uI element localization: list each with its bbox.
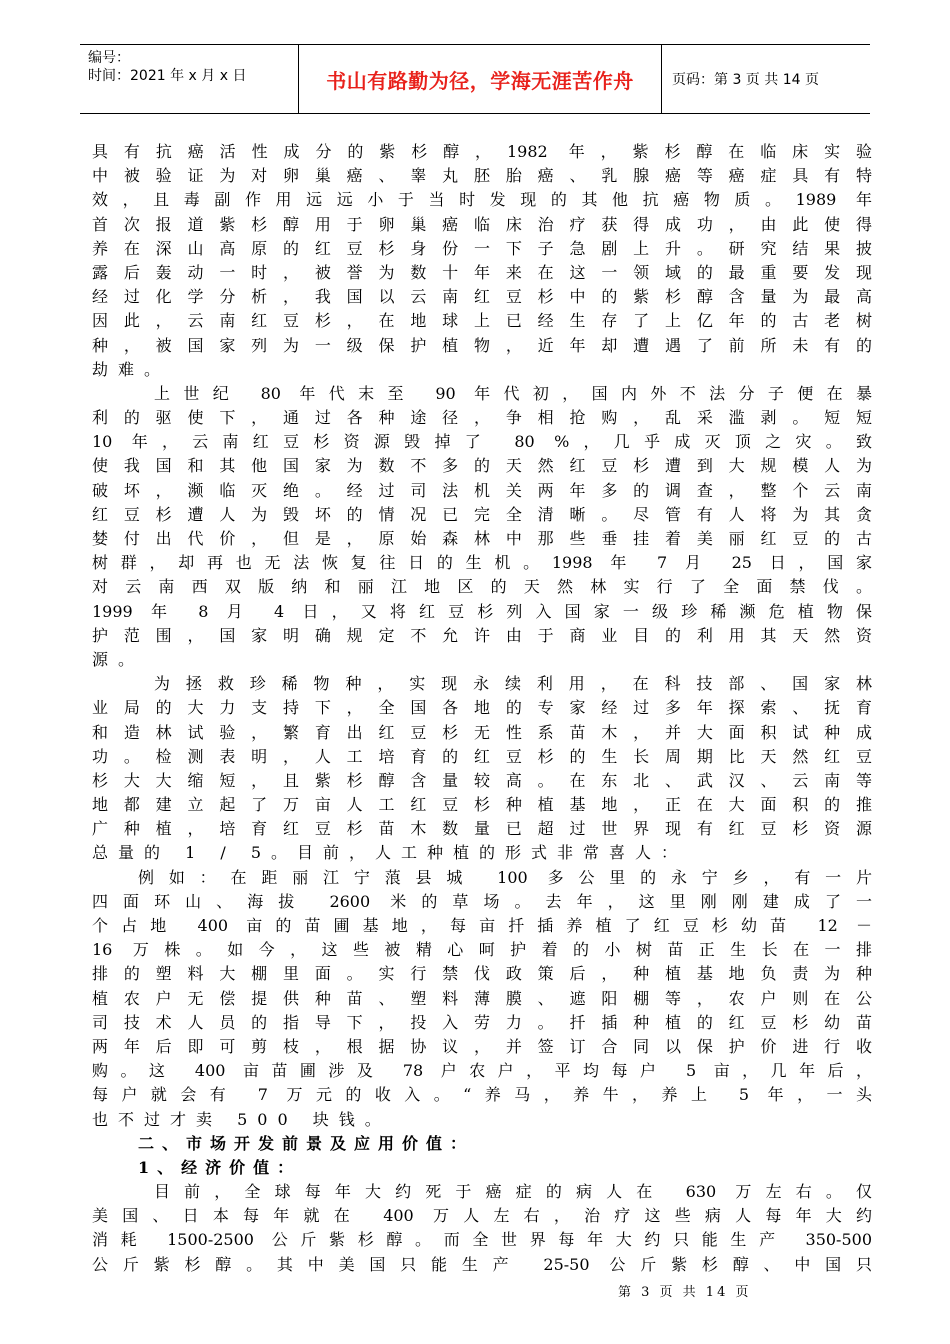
text-line: 美国、日本每年就在 400 万人左右，治疗这些病人每年大约 [92, 1206, 872, 1226]
text-line: 对云南西双版纳和丽江地区的天然林实行了全面禁伐。 [92, 577, 872, 597]
header-page-info: 页码：第 3 页 共 14 页 [662, 45, 871, 114]
header-meta [80, 45, 299, 114]
page-footer: 第 3 页 共 14 页 [618, 1285, 752, 1300]
text-line: 红豆杉遭人为毁坏的情况已完全清晰。尽管有人将为其贪 [92, 504, 872, 524]
text-line: 中被验证为对卵巢癌、睾丸胚胎癌、乳腺癌等癌症具有特 [92, 166, 872, 186]
text-line: 例如：在距丽江宁蒗县城 100 多公里的永宁乡，有一片 [138, 867, 872, 887]
text-line: 公斤紫杉醇。其中美国只能生产 25-50 公斤紫杉醇、中国只 [92, 1254, 872, 1274]
text-line: 护范围，国家明确规定不允许由于商业目的利用其天然资 [92, 625, 872, 645]
section-heading: 二、市场开发前景及应用价值： [138, 1133, 475, 1153]
text-line: 个占地 400 亩的苗圃基地，每亩扦插养植了红豆杉幼苗 12 － [92, 916, 872, 935]
text-line: 购。这 400 亩苗圃涉及 78 户农户，平均每户 5 亩，几年后， [92, 1061, 872, 1081]
text-line: 业局的大力支持下，全国各地的专家经过多年探索、抚育 [92, 698, 872, 718]
text-line: 树群，却再也无法恢复往日的生机。1998 年 7 月 25 日，国家 [92, 553, 872, 573]
text-line: 也不过才卖 500 块钱。 [92, 1109, 391, 1129]
paragraph-5 [92, 1180, 872, 1277]
text-line: 目前，全球每年大约死于癌症的病人在 630 万左右。仅 [154, 1182, 872, 1202]
text-line: 总量的 1 / 5。目前，人工种植的形式非常喜人： [92, 843, 688, 863]
paragraph-3 [92, 672, 872, 866]
document-body [92, 140, 872, 1277]
text-line: 司技术人员的指导下，投入劳力。扦插种植的红豆杉幼苗 [92, 1012, 872, 1032]
text-line: 两年后即可剪枝，根据协议，并签订合同以保护价进行收 [92, 1036, 872, 1056]
text-line: 四面环山、海拔 2600 米的草场。去年，这里刚刚建成了一 [92, 891, 872, 911]
text-line: 排的塑料大棚里面。实行禁伐政策后，种植基地负责为种 [92, 964, 872, 984]
text-line: 消耗 1500-2500 公斤紫杉醇。而全世界每年大约只能生产 350-500 [92, 1230, 872, 1250]
text-line: 经过化学分析，我国以云南红豆杉中的紫杉醇含量为最高 [92, 287, 872, 307]
text-line: 10 年，云南红豆杉资源毁掉了 80 %，几乎成灭顶之灾。致 [92, 432, 872, 452]
text-line: 露后轰动一时，被誉为数十年来在这一领域的最重要发现 [92, 262, 872, 282]
text-line: 广种植，培育红豆杉苗木数量已超过世界现有红豆杉资源 [92, 819, 872, 839]
text-line: 功。检测表明，人工培育的红豆杉的生长周期比天然红豆 [92, 746, 872, 766]
text-line: 因此，云南红豆杉，在地球上已经生存了上亿年的古老树 [92, 311, 872, 331]
text-line: 劫难。 [92, 359, 171, 379]
text-line: 地都建立起了万亩人工红豆杉种植基地，正在大面积的推 [92, 795, 872, 815]
paragraph-4 [92, 866, 872, 1132]
text-line: 上世纪 80 年代末至 90 年代初，国内外不法分子便在暴 [154, 383, 872, 403]
text-line: 杉大大缩短，且紫杉醇含量较高。在东北、武汉、云南等 [92, 770, 872, 790]
subsection-heading: 1、经济价值： [138, 1157, 302, 1177]
page-header [80, 44, 870, 114]
text-line: 使我国和其他国家为数不多的天然红豆杉遭到大规模人为 [92, 456, 872, 476]
text-line: 养在深山高原的红豆杉身份一下子急剧上升。研究结果披 [92, 238, 872, 258]
text-line: 具有抗癌活性成分的紫杉醇，1982 年，紫杉醇在临床实验 [92, 142, 872, 161]
text-line: 种，被国家列为一级保护植物，近年却遭遇了前所未有的 [92, 335, 872, 355]
document-number-label: 编号： [88, 50, 130, 66]
text-line: 1999 年 8 月 4 日，又将红豆杉列入国家一级珍稀濒危植物保 [92, 601, 872, 621]
text-line: 和造林试验，繁育出红豆杉无性系苗木，并大面积试种成 [92, 722, 872, 742]
text-line: 破坏，濒临灭绝。经过司法机关两年多的调查，整个云南 [92, 480, 872, 500]
text-line: 利的驱使下，通过各种途径，争相抢购，乱采滥剥。短短 [92, 408, 872, 428]
text-line: 为拯救珍稀物种，实现永续利用，在科技部、国家林 [154, 674, 872, 694]
paragraph-2 [92, 382, 872, 672]
text-line: 16 万株。如今，这些被精心呵护着的小树苗正生长在一排 [92, 940, 872, 960]
document-time-label: 时间：2021 年 x 月 x 日 [88, 68, 247, 84]
text-line: 植农户无偿提供种苗、塑料薄膜、遮阳棚等，农户则在公 [92, 988, 872, 1008]
paragraph-1 [92, 140, 872, 382]
text-line: 每户就会有 7 万元的收入。“养马，养牛，养上 5 年，一头 [92, 1085, 872, 1105]
text-line: 效，且毒副作用远远小于当时发现的其他抗癌物质。1989 年 [92, 190, 872, 210]
header-motto: 书山有路勤为径，学海无涯苦作舟 [299, 45, 662, 114]
text-line: 源。 [92, 649, 145, 669]
text-line: 婪付出代价，但是，原始森林中那些垂挂着美丽红豆的古 [92, 529, 872, 548]
text-line: 首次报道紫杉醇用于卵巢癌临床治疗获得成功，由此使得 [92, 214, 872, 234]
